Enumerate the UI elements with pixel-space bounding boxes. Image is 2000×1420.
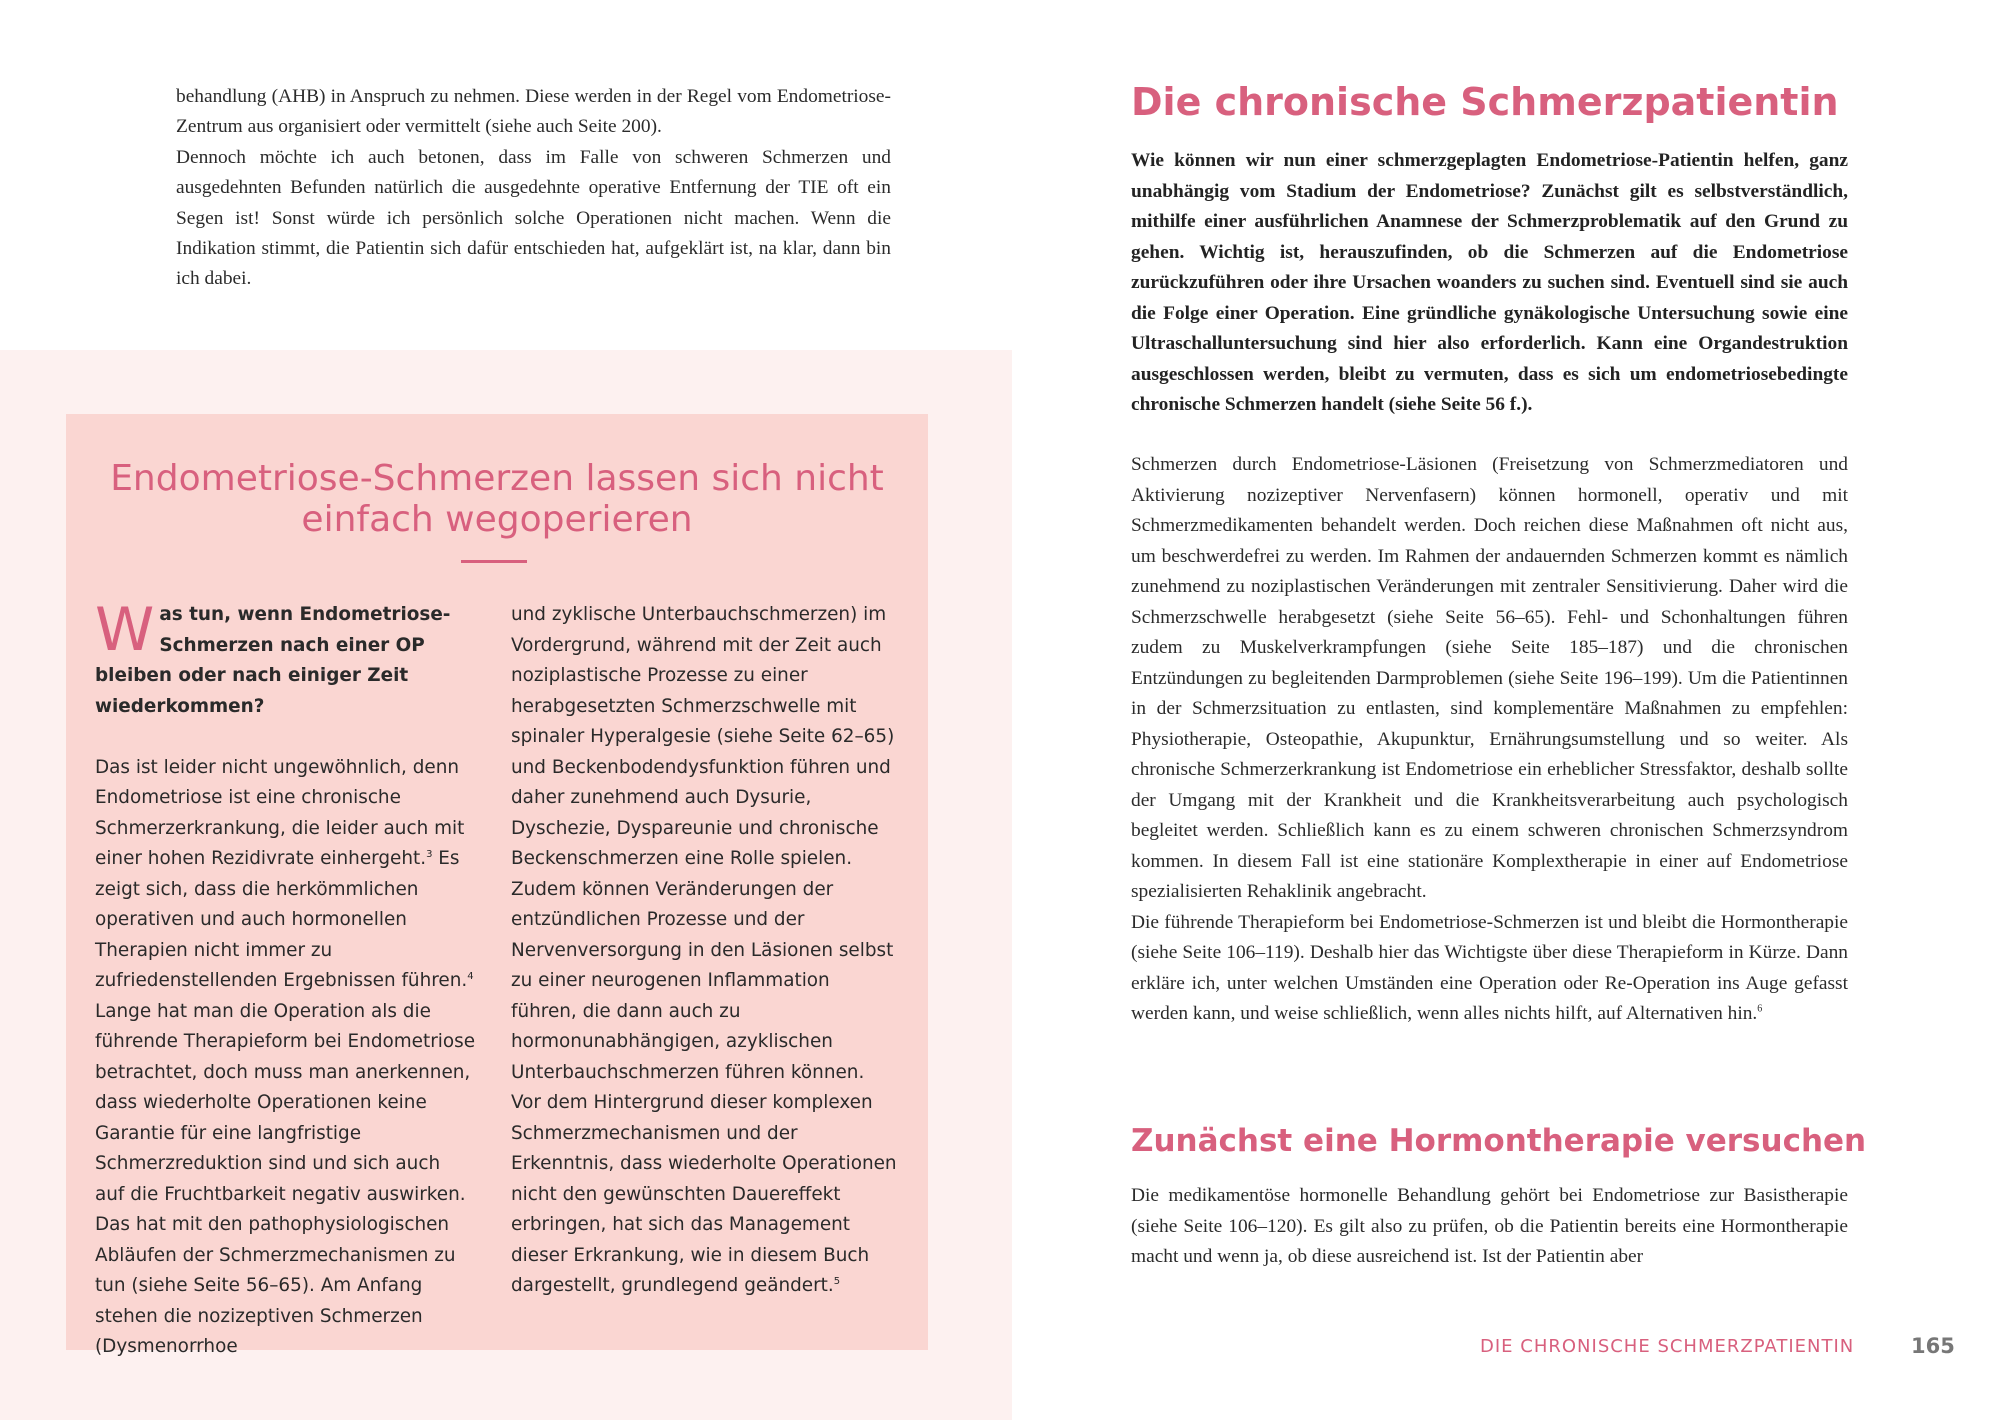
- title-underline: [461, 560, 527, 563]
- footnote-ref: 6: [1757, 1003, 1763, 1015]
- running-footer: DIE CHRONISCHE SCHMERZPATIENTIN: [1480, 1336, 1855, 1357]
- chapter-title: Die chronische Schmerzpatientin: [1131, 80, 1839, 124]
- dropcap: W: [95, 595, 155, 665]
- info-box-column-2: [511, 600, 901, 1302]
- info-box-title: Endometriose-Schmerzen lassen sich nicht einfach wegoperieren: [110, 458, 884, 540]
- footnote-ref: 5: [833, 1275, 841, 1287]
- info-box: [66, 414, 928, 1357]
- info-box-column-1: [95, 595, 476, 1363]
- footnote-ref: 3: [426, 848, 433, 860]
- intro-paragraph: Dennoch möchte ich auch betonen, dass im Falle von schweren Schmerzen und ausgedehnten Befunden natürlich die ausgedehnte operative Entfernung der TIE oft ein Segen ist! Sonst würde ich persönlich solche Operationen nicht machen. Wenn die Indikation stimmt, die Patientin sich dafür entschieden hat, aufgeklärt ist, na klar, dann bin ich dabei.: [176, 146, 891, 290]
- info-box-lead: Was tun, wenn Endometriose-Schmerzen nach einer OP bleiben oder nach einiger Zeit wiederkommen?: [95, 595, 451, 717]
- page-number: 165: [1911, 1334, 1955, 1358]
- lead-paragraph: Wie können wir nun einer schmerzgeplagten Endometriose-Patientin helfen, ganz unabhängig vom Stadium der Endometriose? Zunächst gilt es selbstverständlich, mithilfe einer ausführlichen Anamnese der Schmerzproblematik auf den Grund zu gehen. Wichtig ist, herauszufinden, ob die Schmerzen auf die Endometriose zurückzuführen oder ihre Ursachen woanders zu suchen sind. Eventuell sind sie auch die Folge einer Operation. Eine gründliche gynäkologische Untersuchung sowie eine Ultraschalluntersuchung sind hier also erforderlich. Kann eine Organdestruktion ausgeschlossen werden, bleibt zu vermuten, dass es sich um endometriosebedingte chronische Schmerzen handelt (siehe Seite 56 f.).: [1131, 150, 1848, 415]
- body-paragraph: Die führende Therapieform bei Endometriose-Schmerzen ist und bleibt die Hormontherapie (siehe Seite 106–119). Deshalb hier das Wichtigste über diese Therapieform in Kürze. Dann erkläre ich, unter welchen Umständen eine Operation oder Re-Operation ins Auge gefasst werden kann, und weise schließlich, wenn alles nichts hilft, auf Alternativen hin.$^6$: [1131, 911, 1848, 1024]
- section-paragraph: Die medikamentöse hormonelle Behandlung gehört bei Endometriose zur Basistherapie (siehe Seite 106–120). Es gilt also zu prüfen, ob die Patientin bereits eine Hormontherapie macht und wenn ja, ob diese ausreichend ist. Ist der Patientin aber: [1131, 1185, 1848, 1267]
- info-box-paragraph: Das ist leider nicht ungewöhnlich, denn Endometriose ist eine chronische Schmerzerkrankung, die leider auch mit einer hohen Rezidivrate einhergeht.$^3$ Es zeigt sich, dass die herkömmlichen operativen und auch hormonellen Therapien nicht immer zu zufriedenstellenden Ergebnissen führen.$^4$ Lange hat man die Operation als die führende Therapieform bei Endometriose betrachtet, doch muss man anerkennen, dass wiederholte Operationen keine Garantie für eine langfristige Schmerzreduktion sind und sich auch auf die Fruchtbarkeit negativ auswirken.: [95, 756, 476, 1205]
- left-intro-text: [176, 82, 891, 295]
- intro-paragraph: behandlung (AHB) in Anspruch zu nehmen. Diese werden in der Regel vom Endometriose-Zentrum aus organisiert oder vermittelt (siehe auch Seite 200).: [176, 86, 891, 138]
- body-text: [1131, 450, 1848, 1030]
- info-box-paragraph: und zyklische Unterbauchschmerzen) im Vordergrund, während mit der Zeit auch noziplastische Prozesse zu einer herabgesetzten Schmerzschwelle mit spinaler Hyperalgesie (siehe Seite 62–65) und Beckenbodendysfunktion führen und daher zunehmend auch Dysurie, Dyschezie, Dyspareunie und chronische Beckenschmerzen eine Rolle spielen. Zudem können Veränderungen der entzündlichen Prozesse und der Nervenversorgung in den Läsionen selbst zu einer neurogenen Inflammation führen, die dann auch zu hormonunabhängigen, azyklischen Unterbauchschmerzen führen können.: [511, 604, 895, 1083]
- section-heading: Zunächst eine Hormontherapie versuchen: [1131, 1123, 1867, 1159]
- info-box-paragraph: Das hat mit den pathophysiologischen Abläufen der Schmerzmechanismen zu tun (siehe Seite 56–65). Am Anfang stehen die nozizeptiven Schmerzen (Dysmenorrhoe: [95, 1214, 456, 1357]
- footnote-ref: 4: [467, 970, 474, 982]
- body-paragraph: Schmerzen durch Endometriose-Läsionen (Freisetzung von Schmerzmediatoren und Aktivierung nozizeptiver Nervenfasern) können hormonell, operativ und mit Schmerzmedikamenten behandelt werden. Doch reichen diese Maßnahmen oft nicht aus, um beschwerdefrei zu werden. Im Rahmen der andauernden Schmerzen kommt es nämlich zunehmend zu noziplastischen Veränderungen mit zentraler Sensitivierung. Daher wird die Schmerzschwelle herabgesetzt (siehe Seite 56–65). Fehl- und Schonhaltungen führen zudem zu Muskelverkrampfungen (siehe Seite 185–187) und die chronischen Entzündungen zu begleitenden Darmproblemen (siehe Seite 196–199). Um die Patientinnen in der Schmerzsituation zu entlasten, sind komplementäre Maßnahmen zu empfehlen: Physiotherapie, Osteopathie, Akupunktur, Ernährungsumstellung und so weiter. Als chronische Schmerzerkrankung ist Endometriose ein erheblicher Stressfaktor, deshalb sollte der Umgang mit der Krankheit und die Krankheitsverarbeitung auch psychologisch begleitet werden. Schließlich kann es zu einem schweren chronischen Schmerzsyndrom kommen. In diesem Fall ist eine stationäre Komplextherapie in einer auf Endometriose spezialisierten Rehaklinik angebracht.: [1131, 454, 1848, 902]
- info-box-paragraph: Vor dem Hintergrund dieser komplexen Schmerzmechanismen und der Erkenntnis, dass wiederholte Operationen nicht den gewünschten Dauereffekt erbringen, hat sich das Management dieser Erkrankung, wie in diesem Buch dargestellt, grundlegend geändert.$^5$: [511, 1092, 897, 1296]
